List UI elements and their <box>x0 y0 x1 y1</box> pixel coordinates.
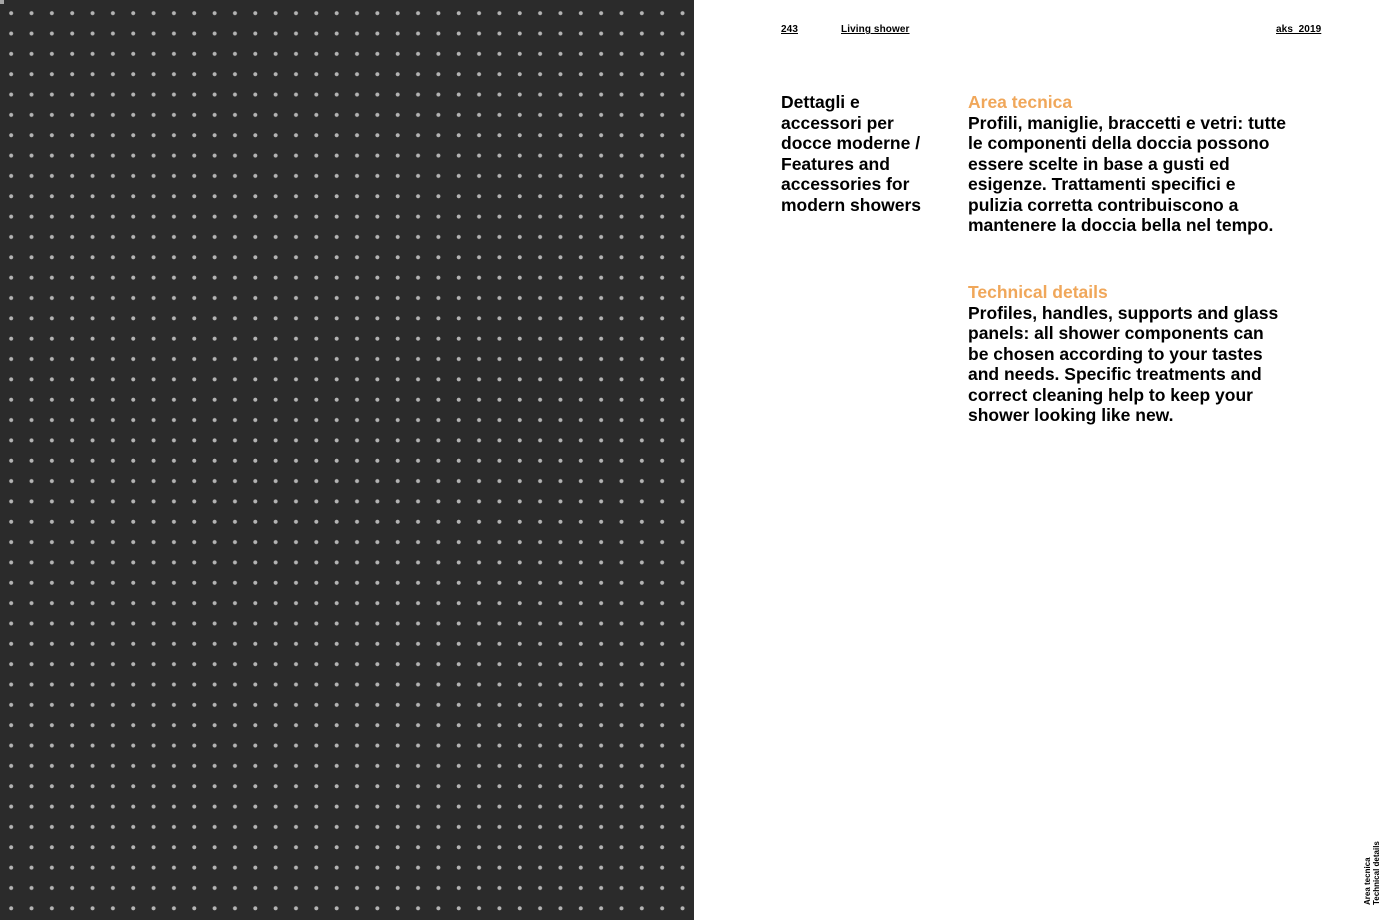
page-number: 243 <box>781 24 798 35</box>
side-label <box>1364 841 1381 905</box>
italian-section <box>968 92 1288 236</box>
english-body: Profiles, handles, supports and glass panels: all shower components can be chosen according to your tastes and needs. Specific treatments and correct cleaning help to keep your shower looking like new. <box>968 302 1279 425</box>
intro-title: Dettagli e accessori per docce moderne / Features and accessories for modern showers <box>781 92 922 215</box>
english-section <box>968 282 1288 426</box>
brand-label: aks_2019 <box>1276 24 1322 35</box>
italian-body: Profili, maniglie, braccetti e vetri: tutte le componenti della doccia possono essere scelte in base a gusti ed esigenze. Trattamenti specifici e pulizia corretta contribuiscono a mantenere la doccia bella nel tempo. <box>968 112 1286 235</box>
italian-heading: Area tecnica <box>968 92 1073 112</box>
section-title: Living shower <box>841 24 910 35</box>
side-label-line1: Area tecnica <box>1363 857 1372 905</box>
english-heading: Technical details <box>968 282 1108 302</box>
side-label-line2: Technical details <box>1371 841 1381 905</box>
